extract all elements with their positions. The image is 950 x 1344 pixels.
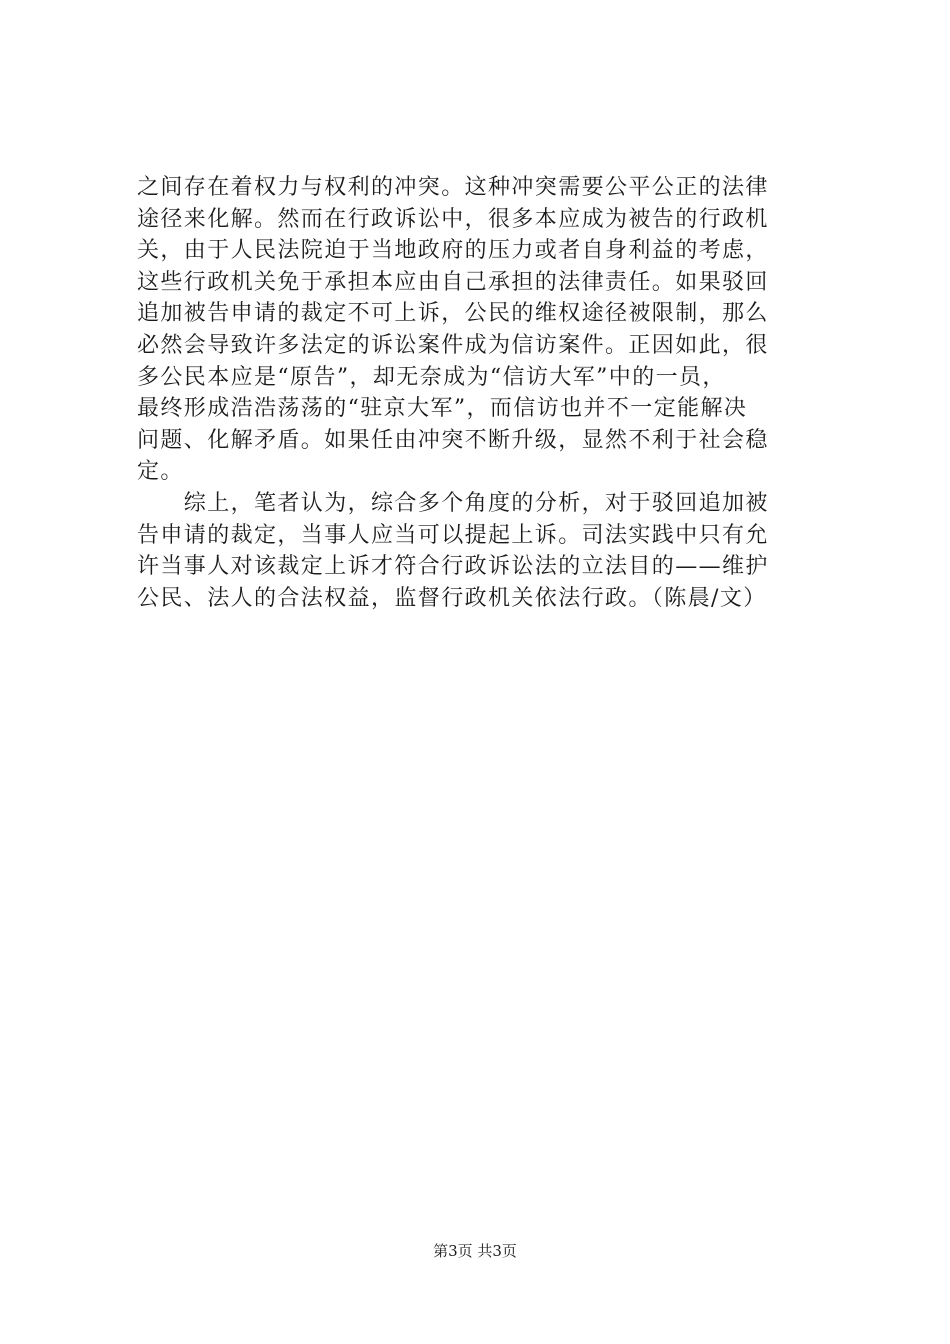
page-number-label: 第3页 共3页 bbox=[433, 1242, 517, 1260]
document-body bbox=[137, 172, 837, 614]
paragraph-1 bbox=[137, 172, 837, 488]
text-line: 最终形成浩浩荡荡的“驻京大军”，而信访也并不一定能解决 bbox=[137, 396, 748, 422]
text-line: 问题、化解矛盾。如果任由冲突不断升级，显然不利于社会稳 bbox=[137, 427, 769, 453]
text-line: 这些行政机关免于承担本应由自己承担的法律责任。如果驳回 bbox=[137, 269, 769, 295]
text-line: 追加被告申请的裁定不可上诉，公民的维权途径被限制，那么 bbox=[137, 301, 769, 327]
text-line: 公民、法人的合法权益，监督行政机关依法行政。（陈晨/文） bbox=[137, 585, 767, 611]
text-line: 之间存在着权力与权利的冲突。这种冲突需要公平公正的法律 bbox=[137, 175, 769, 200]
text-line: 定。 bbox=[137, 459, 184, 485]
text-line: 告申请的裁定，当事人应当可以提起上诉。司法实践中只有允 bbox=[137, 522, 769, 548]
text-line: 必然会导致许多法定的诉讼案件成为信访案件。正因如此，很 bbox=[137, 332, 769, 358]
text-line: 途径来化解。然而在行政诉讼中，很多本应成为被告的行政机 bbox=[137, 206, 769, 232]
text-line: 综上，笔者认为，综合多个角度的分析，对于驳回追加被 bbox=[137, 490, 769, 516]
text-line: 多公民本应是“原告”，却无奈成为“信访大军”中的一员， bbox=[137, 364, 726, 390]
page-footer bbox=[0, 1240, 950, 1261]
paragraph-2 bbox=[137, 488, 837, 614]
text-line: 关，由于人民法院迫于当地政府的压力或者自身利益的考虑， bbox=[137, 238, 769, 264]
text-line: 许当事人对该裁定上诉才符合行政诉讼法的立法目的——维护 bbox=[137, 554, 769, 580]
